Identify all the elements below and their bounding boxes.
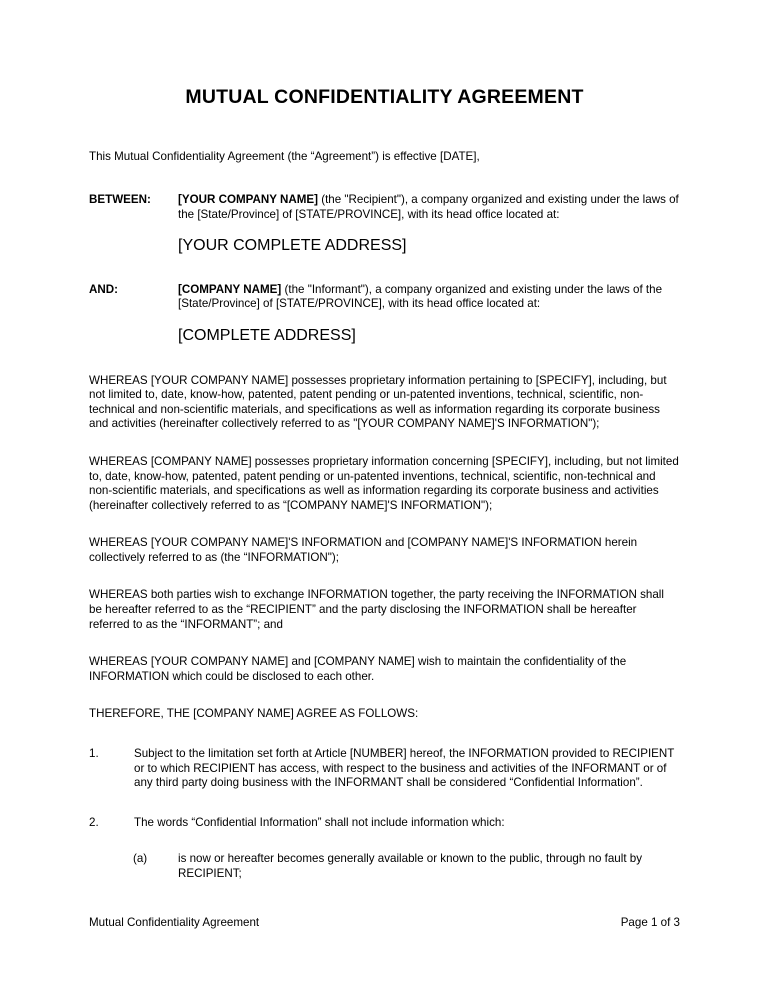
recital-paragraph: WHEREAS both parties wish to exchange INFORMATION together, the party receiving the INFORMATION shall be hereafter referred to as the “RECIPIENT” and the party disclosing the INFORMATION shall be hereafter referred to as the “INFORMANT”; and — [89, 588, 664, 631]
clause-number: 2. — [89, 815, 99, 829]
party-and-body — [178, 283, 680, 312]
document-body — [89, 0, 680, 882]
party-between-label: BETWEEN: — [89, 192, 151, 206]
recital-paragraph: WHEREAS [YOUR COMPANY NAME]'S INFORMATION and [COMPANY NAME]'S INFORMATION herein collectively referred to as (the “INFORMATION"); — [89, 536, 638, 564]
clause-number: 1. — [89, 747, 99, 761]
party-between — [89, 165, 680, 222]
clause-text: The words “Confidential Information” shall not include information which: — [134, 815, 505, 829]
footer-document-name: Mutual Confidentiality Agreement — [89, 916, 260, 929]
recital-therefore: THEREFORE, THE [COMPANY NAME] AGREE AS FOLLOWS: — [89, 707, 419, 721]
subclause-marker: (a) — [133, 852, 148, 866]
party-and — [89, 255, 680, 312]
party-between-description: (the "Recipient"), a company organized and existing under the laws of the [State/Province] of [STATE/PROVINCE], with its head office located at: — [178, 192, 679, 221]
page-footer — [89, 916, 680, 931]
party-and-label: AND: — [89, 282, 118, 296]
party-between-body — [178, 193, 680, 222]
recital-paragraph: WHEREAS [YOUR COMPANY NAME] and [COMPANY NAME] wish to maintain the confidentiality of the INFORMATION which could be disclosed to each other. — [89, 655, 627, 683]
recital-paragraph: WHEREAS [YOUR COMPANY NAME] possesses proprietary information pertaining to [SPECIFY], including, but not limited to, date, know-how, patented, patent pending or un-patented inventions, technical, scientific, non-technical and non-scientific materials, and specifications as well as information regarding its corporate business and activities (hereinafter collectively referred to as "[YOUR COMPANY NAME]'S INFORMATION"); — [89, 373, 667, 431]
party-and-description: (the "Informant"), a company organized and existing under the laws of the [State/Province] of [STATE/PROVINCE], with its head office located at: — [178, 282, 663, 311]
party-between-name: [YOUR COMPANY NAME] — [178, 192, 318, 206]
recital-paragraph: WHEREAS [COMPANY NAME] possesses proprietary information concerning [SPECIFY], including, but not limited to, date, know-how, patented, patent pending or un-patented inventions, technical, scientific, non-technical and non-scientific materials, and specifications as well as information regarding its corporate business and activities (hereinafter collectively referred to as “[COMPANY NAME]'S INFORMATION"); — [89, 454, 679, 512]
page-title: MUTUAL CONFIDENTIALITY AGREEMENT — [185, 86, 584, 108]
clause-item — [89, 722, 680, 791]
effective-date-line: This Mutual Confidentiality Agreement (the “Agreement”) is effective [DATE], — [89, 150, 480, 164]
party-between-address: [YOUR COMPLETE ADDRESS] — [178, 236, 407, 254]
clause-item — [89, 791, 680, 831]
subclause-item — [89, 830, 680, 881]
footer-page-number: Page 1 of 3 — [620, 916, 680, 929]
party-and-address: [COMPLETE ADDRESS] — [178, 326, 356, 344]
clause-text: Subject to the limitation set forth at Article [NUMBER] hereof, the INFORMATION provided to RECIPIENT or to which RECIPIENT has access, with respect to the business and activities of the INFORMANT or of any third party doing business with the INFORMANT shall be considered “Confidential Information”. — [134, 747, 675, 790]
party-and-name: [COMPANY NAME] — [178, 282, 282, 296]
subclause-text: is now or hereafter becomes generally available or known to the public, through no fault by RECIPIENT; — [178, 852, 643, 881]
